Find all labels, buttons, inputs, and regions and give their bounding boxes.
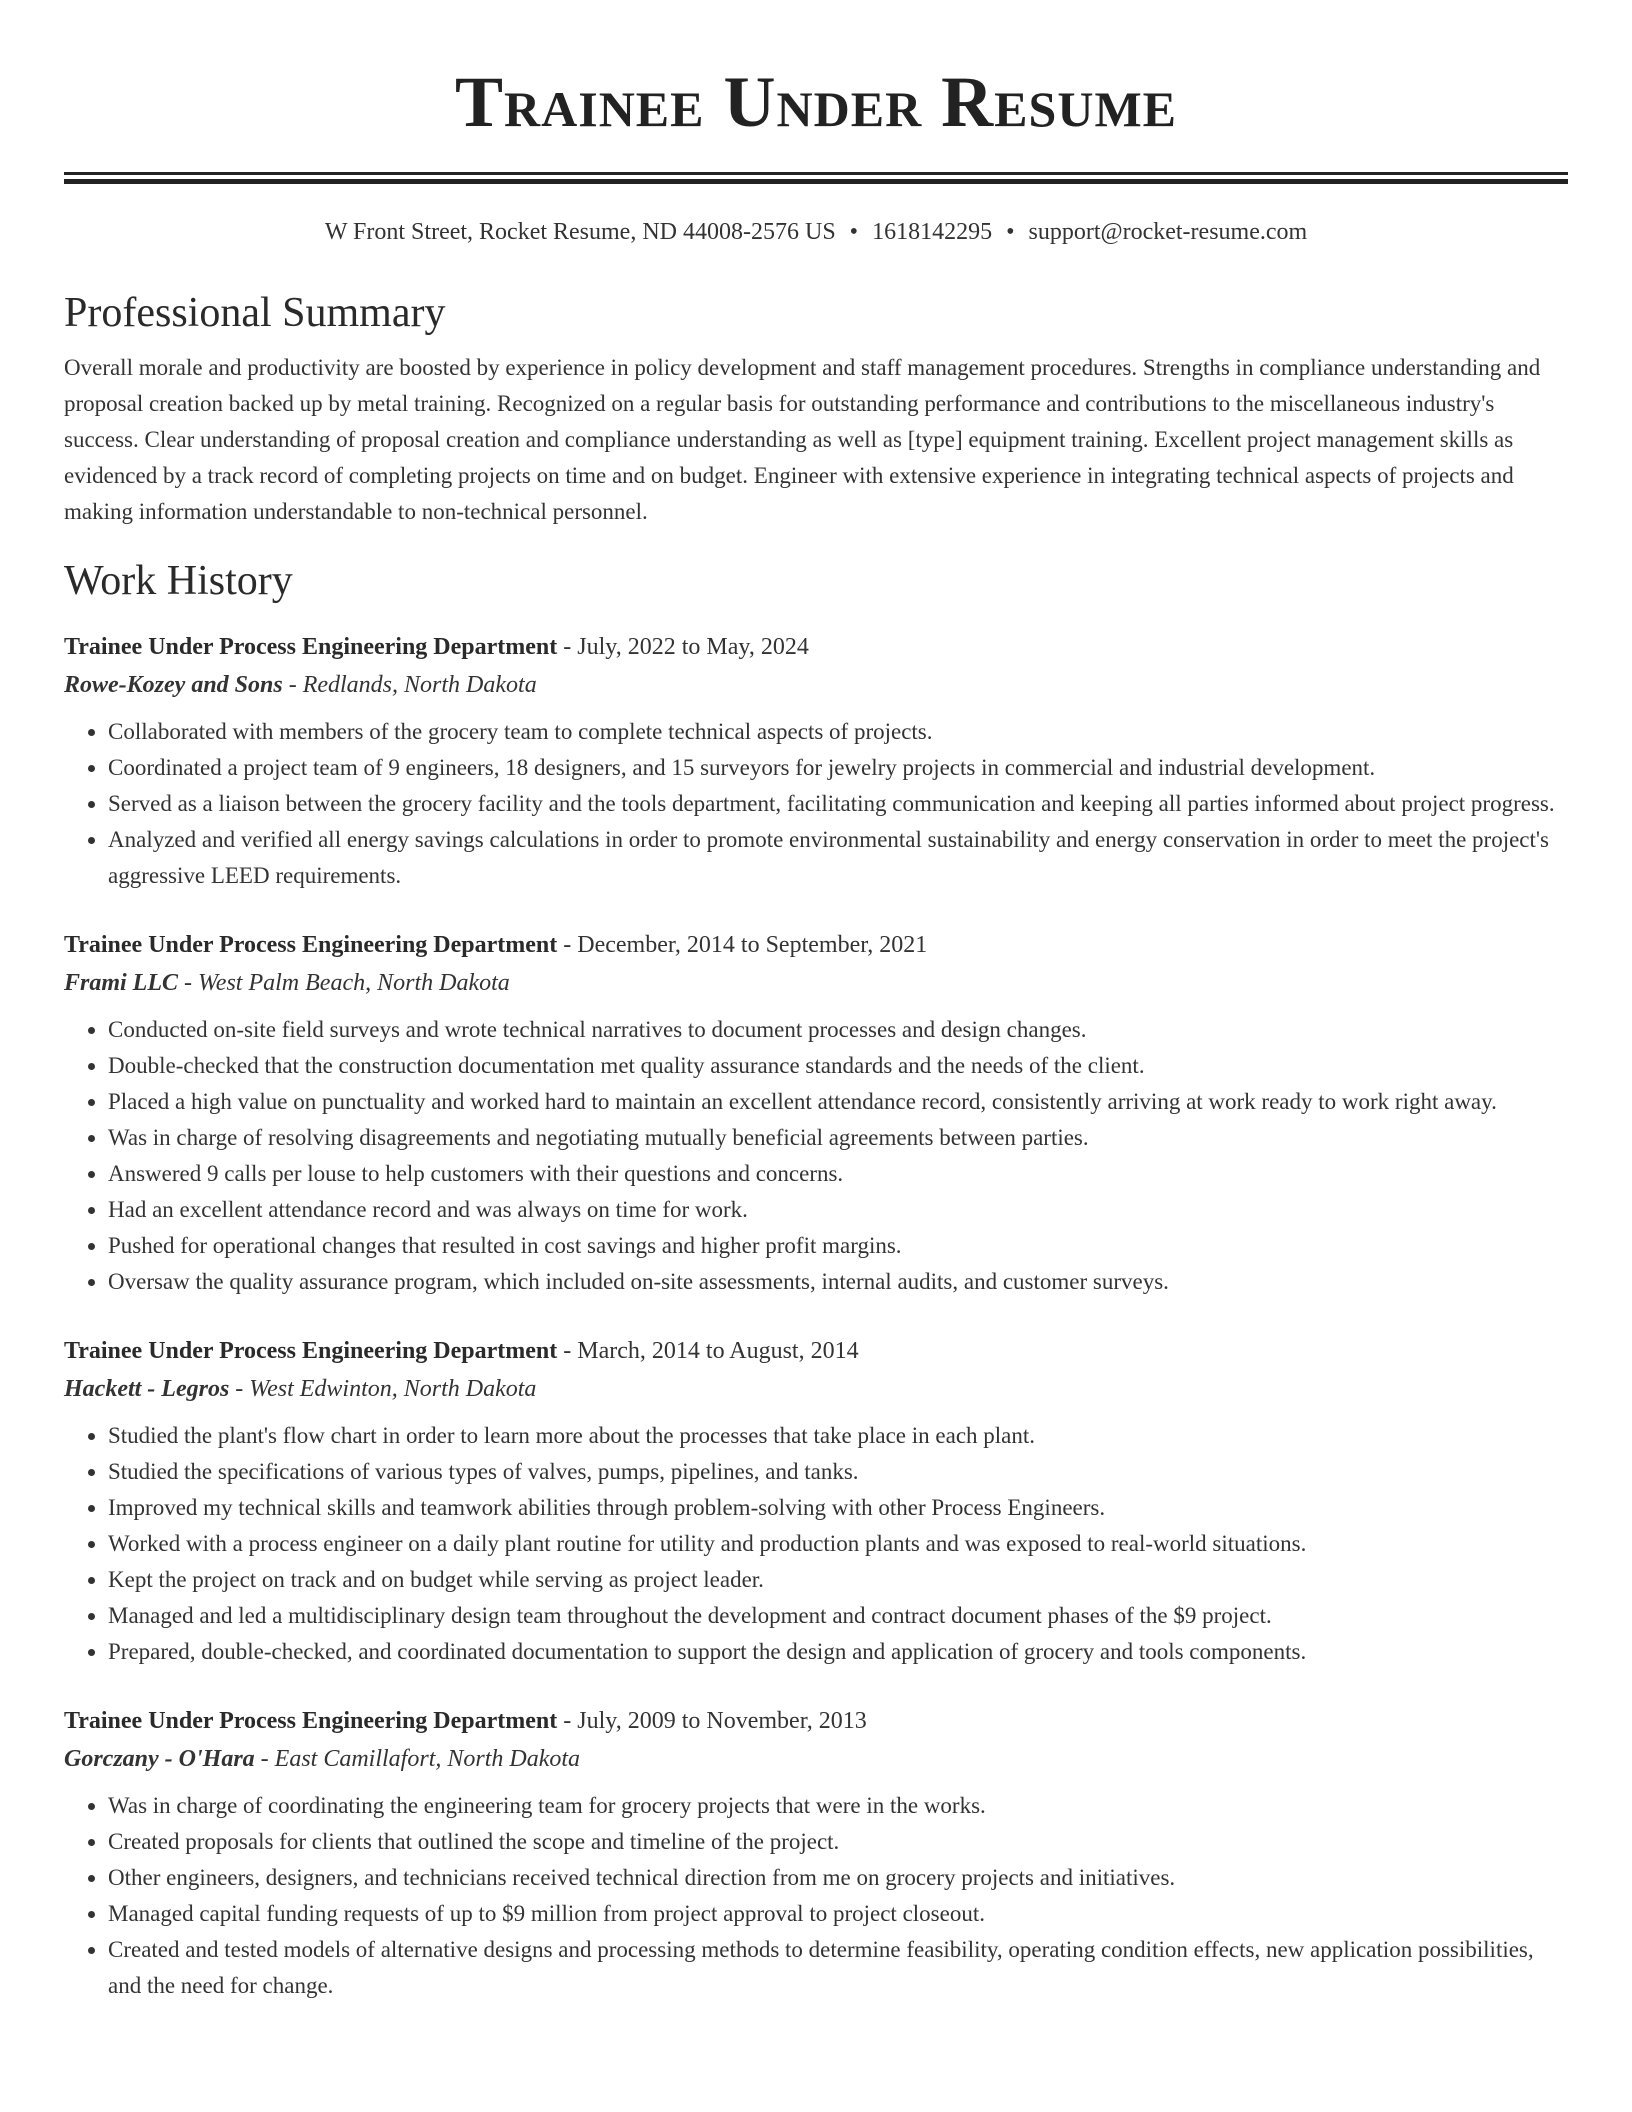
job-title-line: Trainee Under Process Engineering Department - December, 2014 to September, 2021 [64,932,928,958]
contact-separator: • [1006,219,1015,245]
company-name: Hackett - Legros [64,1376,230,1402]
list-item: • Coordinated a project team of 9 engineers, 18 designers, and 15 surveyors for jewelry projects in commercial and industrial development. [108,750,1568,786]
job-role: Trainee Under Process Engineering Department [64,1708,558,1734]
company-line: Gorczany - O'Hara - East Camillafort, North Dakota [64,1746,581,1772]
title-rule-thin [64,172,1568,175]
job-dates: July, 2009 to November, 2013 [577,1708,867,1734]
resume-title: Trainee Under Resume [455,62,1177,142]
list-item: • Other engineers, designers, and technicians received technical direction from me on grocery projects and initiatives. [108,1860,1568,1896]
company-name: Gorczany - O'Hara [64,1746,255,1772]
title-rule-thick [64,179,1568,184]
list-item: • Improved my technical skills and teamwork abilities through problem-solving with other Process Engineers. [108,1490,1568,1526]
list-item: • Pushed for operational changes that resulted in cost savings and higher profit margins. [108,1228,1568,1264]
job-title-line: Trainee Under Process Engineering Department - March, 2014 to August, 2014 [64,1338,859,1364]
list-item: • Kept the project on track and on budget while serving as project leader. [108,1562,1568,1598]
company-location: West Palm Beach, North Dakota [198,970,510,996]
list-item: • Prepared, double-checked, and coordinated documentation to support the design and application of grocery and tools components. [108,1634,1568,1670]
list-item: • Double-checked that the construction documentation met quality assurance standards and the needs of the client. [108,1048,1568,1084]
list-item: • Served as a liaison between the grocery facility and the tools department, facilitating communication and keeping all parties informed about project progress. [108,786,1568,822]
list-item: • Managed capital funding requests of up to $9 million from project approval to project closeout. [108,1896,1568,1932]
job-entry [64,628,1568,894]
job-role: Trainee Under Process Engineering Department [64,1338,558,1364]
work-history-heading: Work History [64,558,293,604]
company-line: Rowe-Kozey and Sons - Redlands, North Dakota [64,672,537,698]
job-entry [64,926,1568,1300]
contact-address: W Front Street, Rocket Resume, ND 44008-2576 US [324,219,836,245]
list-item: • Conducted on-site field surveys and wrote technical narratives to document processes and design changes. [108,1012,1568,1048]
job-role: Trainee Under Process Engineering Department [64,634,558,660]
company-name: Frami LLC [64,970,179,996]
company-line: Frami LLC - West Palm Beach, North Dakota [64,970,510,996]
job-bullets [64,1788,1568,2004]
list-item: • Studied the specifications of various types of valves, pumps, pipelines, and tanks. [108,1454,1568,1490]
job-bullets [64,1418,1568,1670]
company-location: West Edwinton, North Dakota [249,1376,537,1402]
summary-text: Overall morale and productivity are boosted by experience in policy development and staff management procedures. Strengths in compliance understanding and proposal creation backed up by metal training. Recognized on a regular basis for outstanding performance and contributions to the miscellaneous industry's success. Clear understanding of proposal creation and compliance understanding as well as [type] equipment training. Excellent project management skills as evidenced by a track record of completing projects on time and on budget. Engineer with extensive experience in integrating technical aspects of projects and making information understandable to non-technical personnel. [64,355,1541,524]
job-title-line: Trainee Under Process Engineering Department - July, 2009 to November, 2013 [64,1708,867,1734]
company-location: Redlands, North Dakota [302,672,537,698]
contact-separator: • [849,219,859,245]
list-item: • Answered 9 calls per louse to help customers with their questions and concerns. [108,1156,1568,1192]
list-item: • Was in charge of coordinating the engineering team for grocery projects that were in the works. [108,1788,1568,1824]
list-item: • Oversaw the quality assurance program, which included on-site assessments, internal audits, and customer surveys. [108,1264,1568,1300]
job-dates: July, 2022 to May, 2024 [577,634,809,660]
job-dates: December, 2014 to September, 2021 [577,932,928,958]
list-item: • Studied the plant's flow chart in order to learn more about the processes that take place in each plant. [108,1418,1568,1454]
contact-email[interactable]: support@rocket-resume.com [1028,219,1308,245]
list-item: • Was in charge of resolving disagreements and negotiating mutually beneficial agreements between parties. [108,1120,1568,1156]
list-item: • Created proposals for clients that outlined the scope and timeline of the project. [108,1824,1568,1860]
contact-phone: 1618142295 [872,219,993,245]
company-line: Hackett - Legros - West Edwinton, North Dakota [64,1376,537,1402]
job-dates: March, 2014 to August, 2014 [577,1338,859,1364]
contact-line [64,216,1568,248]
job-title-line: Trainee Under Process Engineering Department - July, 2022 to May, 2024 [64,634,809,660]
job-bullets [64,1012,1568,1300]
job-bullets [64,714,1568,894]
list-item: • Analyzed and verified all energy savings calculations in order to promote environmental sustainability and energy conservation in order to meet the project's aggressive LEED requirements. [108,822,1568,894]
resume-page [64,0,1568,2004]
job-entry [64,1332,1568,1670]
list-item: • Collaborated with members of the grocery team to complete technical aspects of projects. [108,714,1568,750]
list-item: • Managed and led a multidisciplinary design team throughout the development and contract document phases of the $9 project. [108,1598,1568,1634]
list-item: • Created and tested models of alternative designs and processing methods to determine feasibility, operating condition effects, new application possibilities, and the need for change. [108,1932,1568,2004]
list-item: • Had an excellent attendance record and was always on time for work. [108,1192,1568,1228]
job-role: Trainee Under Process Engineering Department [64,932,558,958]
company-name: Rowe-Kozey and Sons [64,672,283,698]
summary-heading: Professional Summary [64,290,446,336]
job-entry [64,1702,1568,2004]
list-item: • Worked with a process engineer on a daily plant routine for utility and production plants and was exposed to real-world situations. [108,1526,1568,1562]
company-location: East Camillafort, North Dakota [274,1746,581,1772]
list-item: • Placed a high value on punctuality and worked hard to maintain an excellent attendance record, consistently arriving at work ready to work right away. [108,1084,1568,1120]
